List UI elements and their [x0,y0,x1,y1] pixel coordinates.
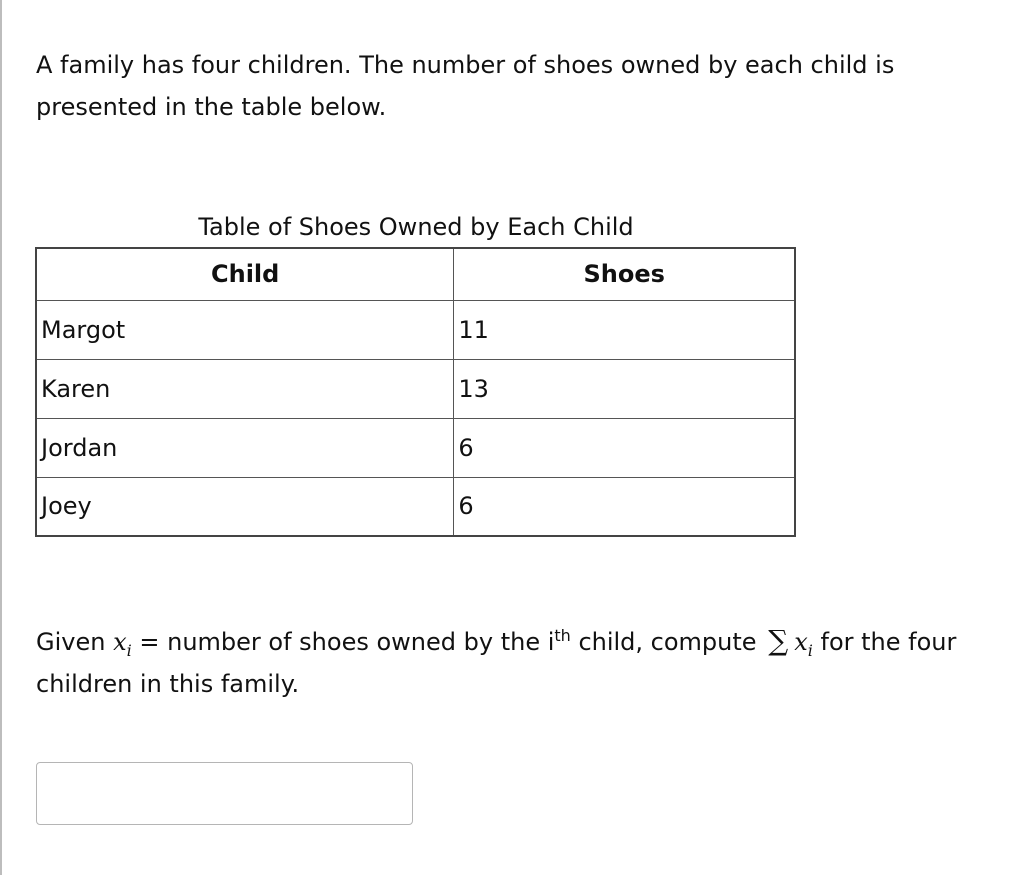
ordinal-superscript-th: th [554,626,571,645]
sigma-summation-icon: ∑ [768,624,789,657]
cell-shoe-count: 6 [454,477,795,536]
table-row [36,300,795,359]
task-given-prefix: Given [36,628,114,656]
task-suffix-text: for the four children in this family. [36,628,957,698]
table-row [36,477,795,536]
shoes-table [35,247,796,537]
cell-shoe-count: 6 [454,418,795,477]
header-shoes: Shoes [454,248,795,300]
math-variable-x: x [113,628,127,656]
ordinal-i: i [547,628,555,656]
left-border-rule [0,0,2,875]
question-task-text [36,620,1011,705]
cell-shoe-count: 13 [454,359,795,418]
table-row [36,359,795,418]
answer-input[interactable] [36,762,413,825]
cell-shoe-count: 11 [454,300,795,359]
math-sum-variable-x: x [794,628,808,656]
cell-child-name: Karen [36,359,454,418]
cell-child-name: Jordan [36,418,454,477]
table-caption: Table of Shoes Owned by Each Child [198,213,634,241]
table-header-row [36,248,795,300]
task-definition-text: = number of shoes owned by the [131,628,548,656]
math-sum-subscript-i: i [807,640,813,660]
header-child: Child [36,248,454,300]
cell-child-name: Margot [36,300,454,359]
math-subscript-i: i [126,640,132,660]
task-compute-text: child, compute [570,628,765,656]
table-row [36,418,795,477]
question-intro-text: A family has four children. The number of shoes owned by each child is presented in the table below. [36,51,895,121]
cell-child-name: Joey [36,477,454,536]
